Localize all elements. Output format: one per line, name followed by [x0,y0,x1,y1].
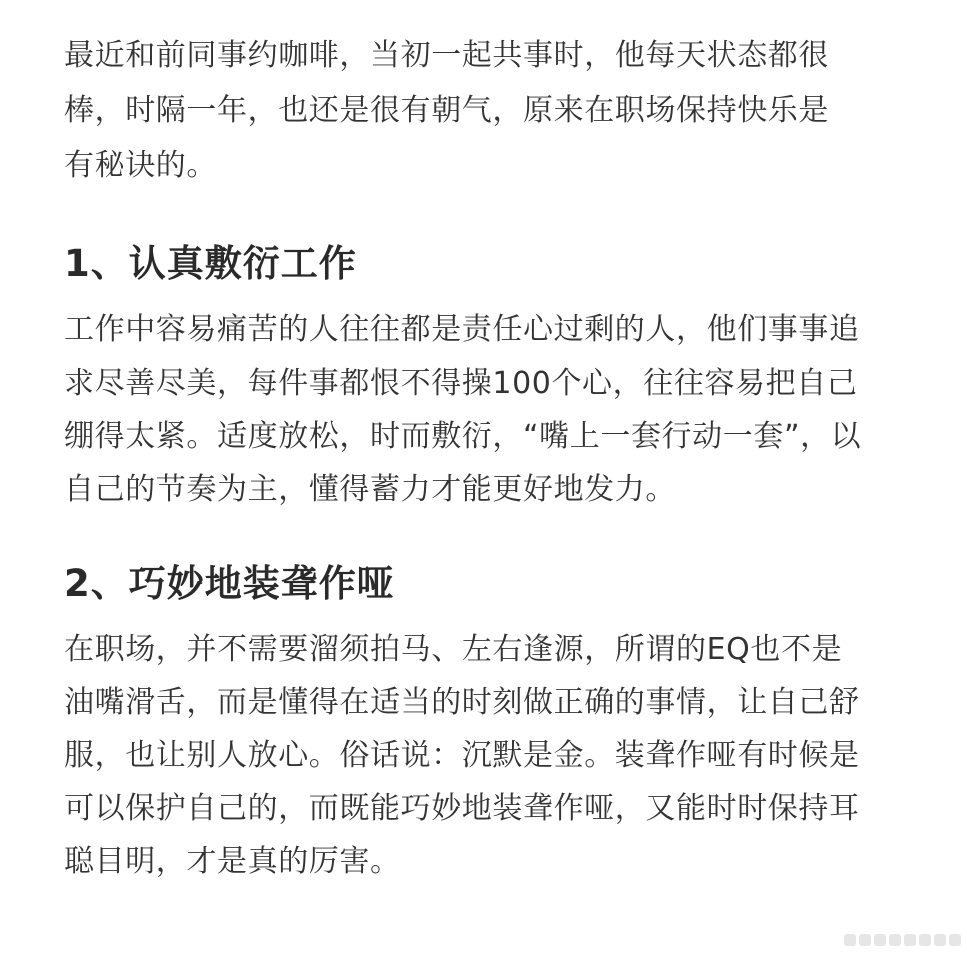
paragraph-line: 绷得太紧。适度放松，时而敷衍，“嘴上一套行动一套”，以 [64,419,862,454]
watermark-mark [859,934,871,946]
intro-line: 最近和前同事约咖啡，当初一起共事时，他每天状态都很 [64,38,829,73]
paragraph-line: 自己的节奏为主，懂得蓄力才能更好地发力。 [64,472,676,507]
paragraph-line: 在职场，并不需要溜须拍马、左右逢源，所谓的EQ也不是 [64,632,843,667]
watermark-mark [919,934,931,946]
section-heading: 2、巧妙地装聋作哑 [64,562,395,605]
paragraph-line: 可以保护自己的，而既能巧妙地装聋作哑，又能时时保持耳 [64,791,860,826]
paragraph-line: 聪目明，才是真的厉害。 [64,844,401,879]
watermark-mark [874,934,886,946]
paragraph-line: 求尽善尽美，每件事都恨不得操100个心，往往容易把自己 [64,366,858,401]
watermark-mark [844,934,856,946]
paragraph-line: 服，也让别人放心。俗话说：沉默是金。装聋作哑有时候是 [64,738,860,773]
watermark-mark [949,934,961,946]
intro-line: 棒，时隔一年，也还是很有朝气，原来在职场保持快乐是 [64,93,829,128]
section-heading: 1、认真敷衍工作 [64,242,357,285]
paragraph-line: 油嘴滑舌，而是懂得在适当的时刻做正确的事情，让自己舒 [64,685,860,720]
watermark-mark [904,934,916,946]
watermark [844,934,961,946]
watermark-mark [934,934,946,946]
watermark-mark [889,934,901,946]
paragraph-line: 工作中容易痛苦的人往往都是责任心过剩的人，他们事事追 [64,312,860,347]
intro-line: 有秘诀的。 [64,148,217,183]
